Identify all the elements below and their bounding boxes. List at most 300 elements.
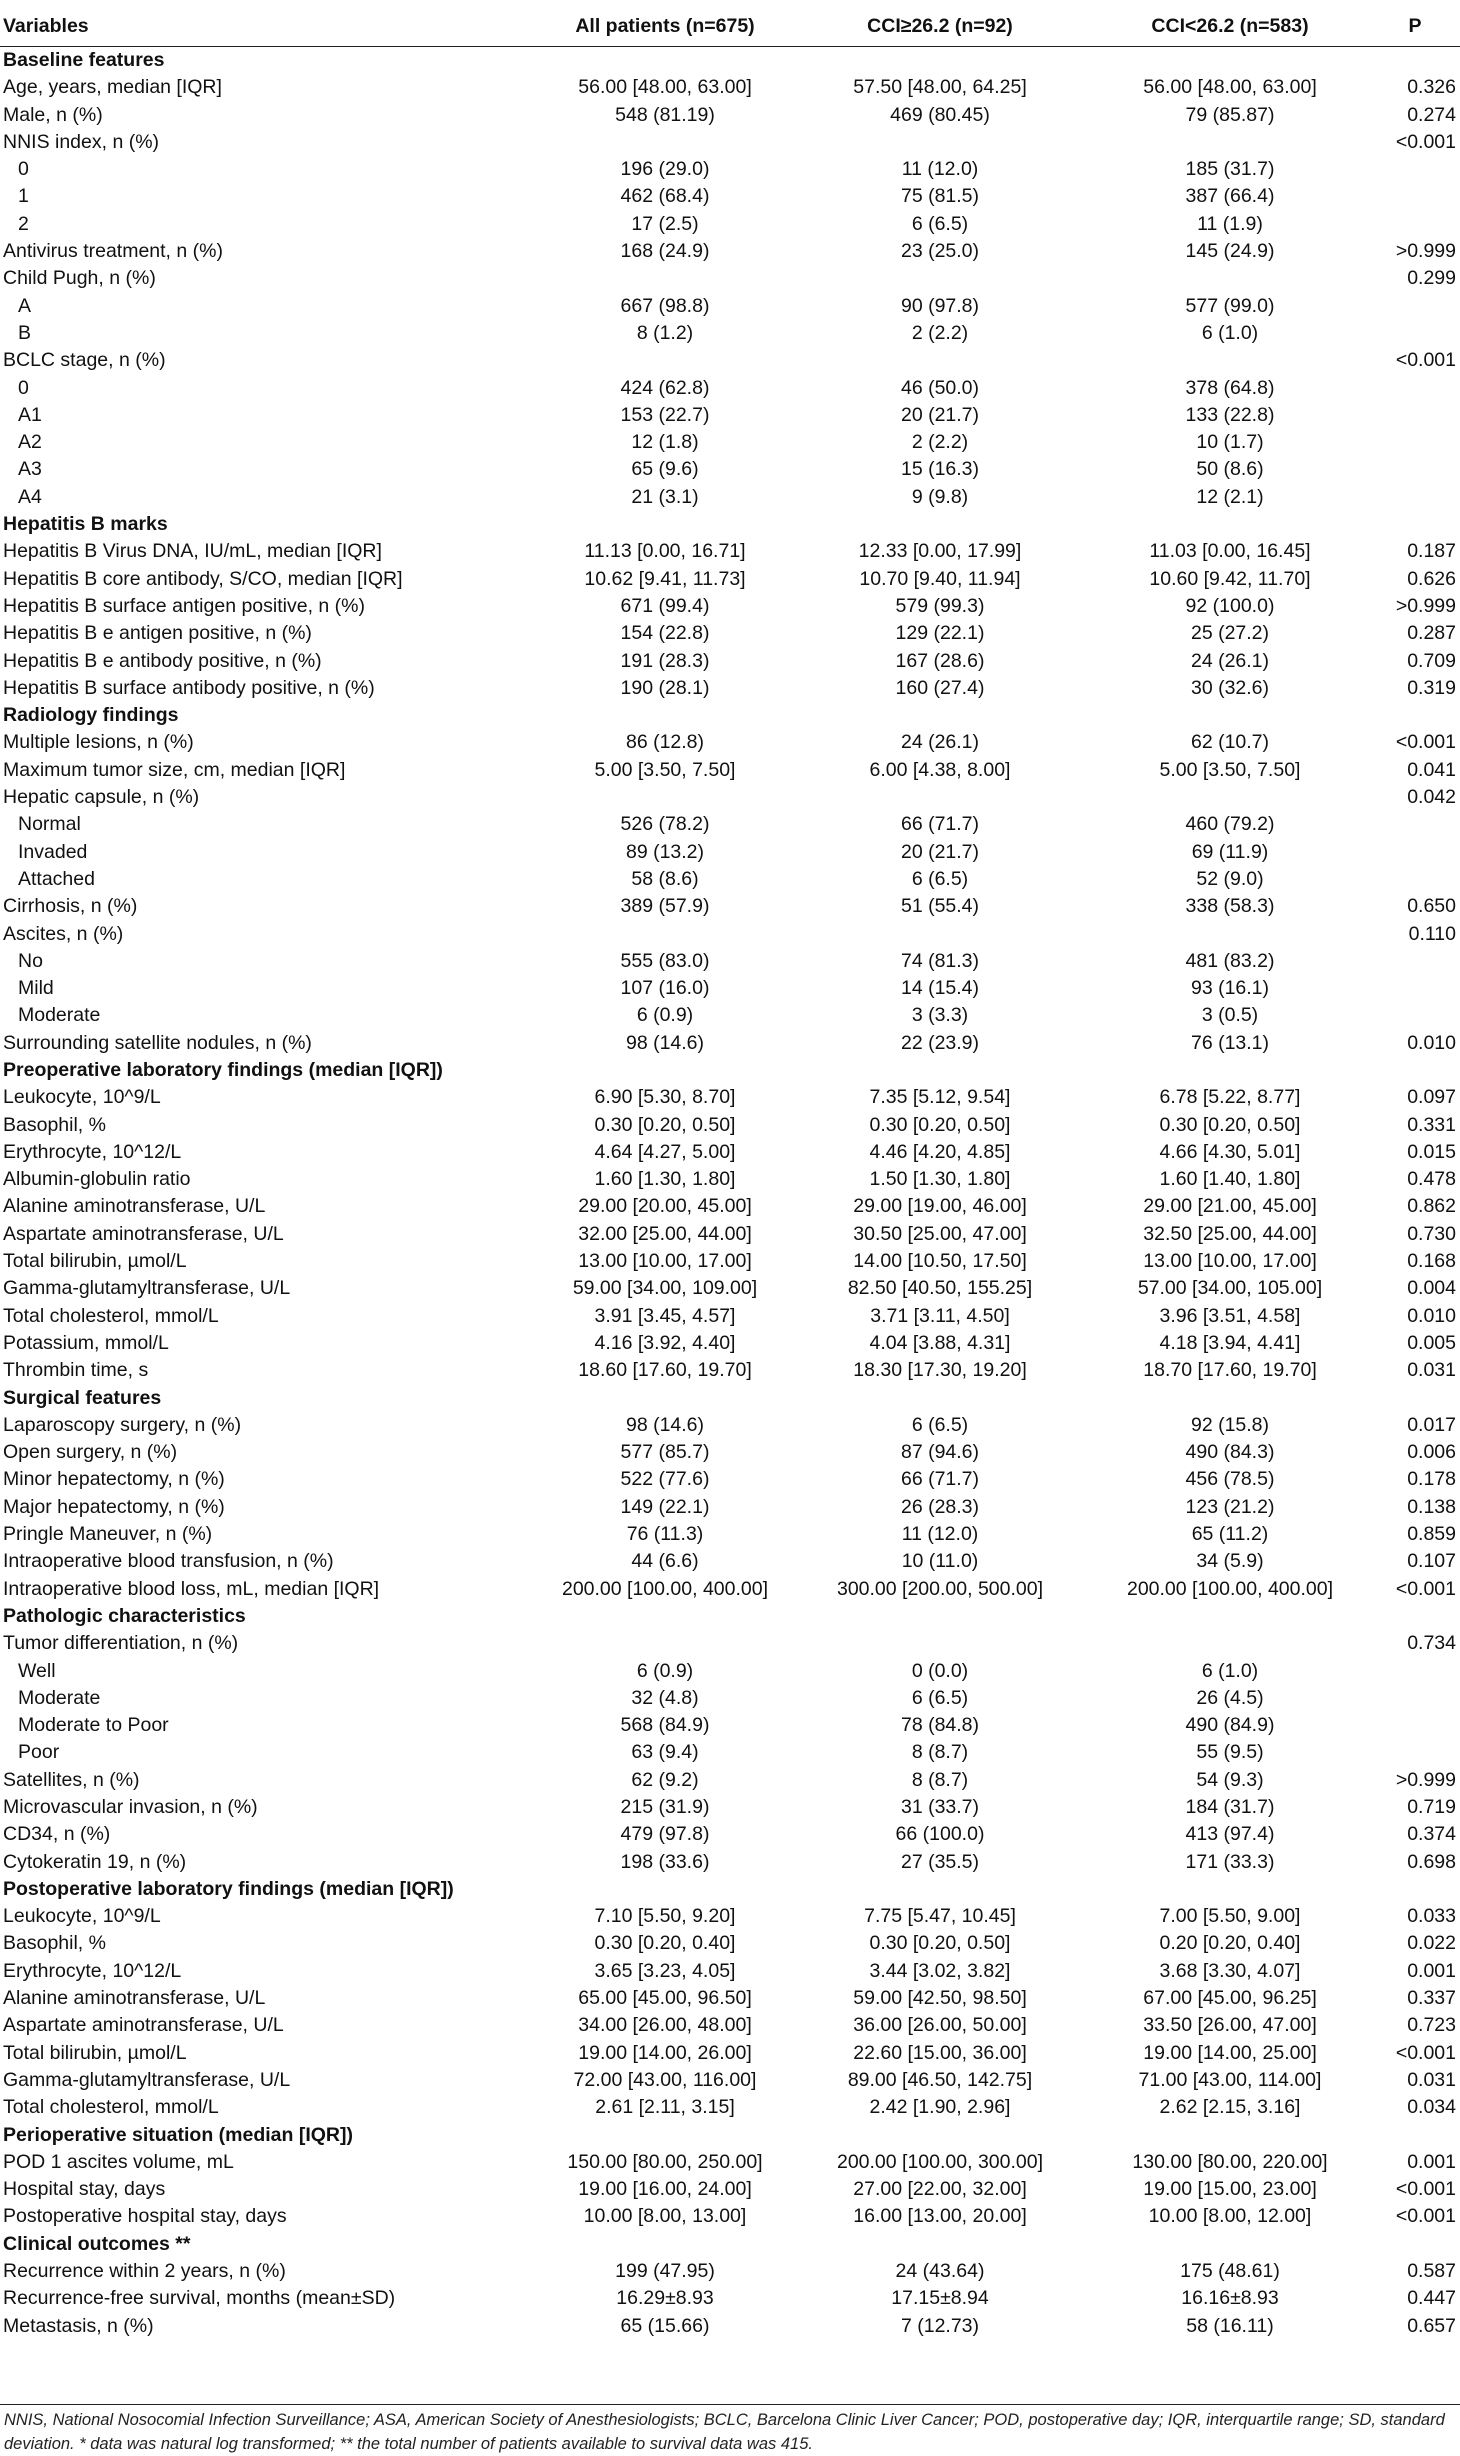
cci-low-cell: 4.18 [3.94, 4.41] <box>1159 1331 1301 1354</box>
table-row <box>0 1985 1460 2012</box>
section-header-row <box>0 1876 1460 1903</box>
cci-low-cell: 93 (16.1) <box>1190 977 1270 1000</box>
cci-low-cell <box>1090 921 1370 948</box>
table-row <box>0 1357 1460 1384</box>
p-value-cell: 0.110 <box>1408 922 1456 945</box>
cci-high-cell: 46 (50.0) <box>900 376 980 399</box>
cci-high-cell: 23 (25.0) <box>900 240 980 263</box>
variable-cell: Aspartate aminotransferase, U/L <box>3 2014 284 2037</box>
all-patients-cell: 3.65 [3.23, 4.05] <box>594 1959 736 1982</box>
table-row <box>0 183 1460 210</box>
cci-low-cell: 7.00 [5.50, 9.00] <box>1159 1905 1301 1928</box>
variable-cell: 0 <box>18 376 29 399</box>
variable-cell: Hepatitis B Virus DNA, IU/mL, median [IQR] <box>3 540 382 563</box>
p-value-cell: 0.319 <box>1407 676 1456 699</box>
all-patients-cell: 4.16 [3.92, 4.40] <box>594 1331 736 1354</box>
cci-low-cell: 185 (31.7) <box>1185 158 1275 181</box>
all-patients-cell: 149 (22.1) <box>620 1495 710 1518</box>
cci-high-cell: 0.30 [0.20, 0.50] <box>869 1113 1011 1136</box>
cci-high-cell: 75 (81.5) <box>900 185 980 208</box>
p-value-cell: <0.001 <box>1395 731 1456 754</box>
all-patients-cell: 191 (28.3) <box>620 649 710 672</box>
variable-cell: Minor hepatectomy, n (%) <box>3 1468 225 1491</box>
section-header-row <box>0 2231 1460 2258</box>
table-row <box>0 1084 1460 1111</box>
variable-cell: BCLC stage, n (%) <box>3 349 166 372</box>
variable-cell: A2 <box>18 431 42 454</box>
cci-low-cell: 10 (1.7) <box>1196 431 1264 454</box>
p-value-cell <box>1370 1739 1460 1766</box>
p-value-cell: 0.859 <box>1407 1523 1456 1546</box>
cci-low-cell: 12 (2.1) <box>1196 485 1264 508</box>
all-patients-cell: 98 (14.6) <box>625 1413 705 1436</box>
cci-low-cell: 69 (11.9) <box>1191 840 1269 863</box>
p-value-cell: 0.187 <box>1407 540 1456 563</box>
variable-cell: Surrounding satellite nodules, n (%) <box>3 1031 312 1054</box>
table-row <box>0 729 1460 756</box>
section-title: Hepatitis B marks <box>3 513 168 536</box>
variable-cell: Leukocyte, 10^9/L <box>3 1905 161 1928</box>
table-row <box>0 320 1460 347</box>
p-value-cell: 0.709 <box>1407 649 1456 672</box>
cci-high-cell: 59.00 [42.50, 98.50] <box>853 1987 1027 2010</box>
p-value-cell: >0.999 <box>1395 594 1456 617</box>
p-value-cell: 0.734 <box>1407 1632 1456 1655</box>
all-patients-cell: 32 (4.8) <box>631 1686 699 1709</box>
table-row <box>0 1412 1460 1439</box>
p-value-cell: 0.626 <box>1407 567 1456 590</box>
table-row <box>0 2094 1460 2121</box>
table-row <box>0 1849 1460 1876</box>
all-patients-cell: 29.00 [20.00, 45.00] <box>578 1195 752 1218</box>
cci-high-cell: 200.00 [100.00, 300.00] <box>836 2150 1044 2173</box>
header-cci-low: CCI<26.2 (n=583) <box>1090 6 1370 47</box>
p-value-cell: <0.001 <box>1395 349 1456 372</box>
all-patients-cell: 107 (16.0) <box>620 977 710 1000</box>
variable-cell: Leukocyte, 10^9/L <box>3 1086 161 1109</box>
table-row <box>0 1166 1460 1193</box>
cci-high-cell: 8 (8.7) <box>911 1741 969 1764</box>
p-value-cell: 0.374 <box>1407 1823 1456 1846</box>
cci-high-cell: 0.30 [0.20, 0.50] <box>869 1932 1011 1955</box>
cci-high-cell: 51 (55.4) <box>900 895 980 918</box>
cci-low-cell <box>1090 265 1370 292</box>
p-value-cell: 0.022 <box>1407 1932 1456 1955</box>
all-patients-cell: 0.30 [0.20, 0.50] <box>594 1113 736 1136</box>
table-row <box>0 74 1460 101</box>
cci-high-cell: 6 (6.5) <box>911 1413 969 1436</box>
variable-cell: 2 <box>18 212 29 235</box>
table-row <box>0 948 1460 975</box>
cci-low-cell: 6 (1.0) <box>1201 1659 1259 1682</box>
cci-high-cell: 167 (28.6) <box>895 649 985 672</box>
all-patients-cell: 3.91 [3.45, 4.57] <box>594 1304 736 1327</box>
cci-low-cell: 11.03 [0.00, 16.45] <box>1149 540 1311 563</box>
table-row <box>0 784 1460 811</box>
variable-cell: Well <box>18 1659 56 1682</box>
table-row <box>0 1466 1460 1493</box>
p-value-cell: 0.041 <box>1407 758 1456 781</box>
cci-low-cell: 19.00 [14.00, 25.00] <box>1143 2041 1317 2064</box>
cci-high-cell: 90 (97.8) <box>900 294 980 317</box>
all-patients-cell: 62 (9.2) <box>631 1768 699 1791</box>
cci-high-cell: 89.00 [46.50, 142.75] <box>847 2068 1033 2091</box>
table-row <box>0 1248 1460 1275</box>
all-patients-cell: 76 (11.3) <box>626 1523 704 1546</box>
table-row <box>0 1439 1460 1466</box>
all-patients-cell: 8 (1.2) <box>636 321 694 344</box>
table-row <box>0 1712 1460 1739</box>
table-row <box>0 265 1460 292</box>
cci-low-cell: 57.00 [34.00, 105.00] <box>1137 1277 1323 1300</box>
p-value-cell: 0.326 <box>1407 76 1456 99</box>
cci-high-cell: 15 (16.3) <box>900 458 980 481</box>
variable-cell: Ascites, n (%) <box>3 922 124 945</box>
table-row <box>0 211 1460 238</box>
variable-cell: Total cholesterol, mmol/L <box>3 2096 219 2119</box>
cci-high-cell: 17.15±8.94 <box>891 2287 989 2310</box>
p-value-cell: 0.006 <box>1407 1441 1456 1464</box>
table-row <box>0 1112 1460 1139</box>
all-patients-cell: 190 (28.1) <box>620 676 710 699</box>
table-row <box>0 1821 1460 1848</box>
variable-cell: A3 <box>18 458 42 481</box>
table-row <box>0 538 1460 565</box>
cci-low-cell: 76 (13.1) <box>1190 1031 1270 1054</box>
p-value-cell: 0.650 <box>1407 895 1456 918</box>
variable-cell: Antivirus treatment, n (%) <box>3 240 223 263</box>
header-cci-high: CCI≥26.2 (n=92) <box>790 6 1090 47</box>
cci-low-cell: 33.50 [26.00, 47.00] <box>1143 2014 1317 2037</box>
all-patients-cell: 12 (1.8) <box>631 431 699 454</box>
cci-high-cell: 7.75 [5.47, 10.45] <box>864 1905 1016 1928</box>
cci-low-cell: 3.96 [3.51, 4.58] <box>1159 1304 1301 1327</box>
cci-low-cell: 24 (26.1) <box>1190 649 1270 672</box>
table-row <box>0 593 1460 620</box>
variable-cell: Male, n (%) <box>3 103 103 126</box>
table-row <box>0 402 1460 429</box>
cci-high-cell: 6 (6.5) <box>911 1686 969 1709</box>
cci-low-cell: 58 (16.11) <box>1186 2314 1274 2337</box>
variable-cell: Total bilirubin, µmol/L <box>3 2041 187 2064</box>
p-value-cell: 0.274 <box>1407 103 1456 126</box>
table-row <box>0 102 1460 129</box>
cci-high-cell: 160 (27.4) <box>895 676 985 699</box>
all-patients-cell: 215 (31.9) <box>620 1796 710 1818</box>
variable-cell: Basophil, % <box>3 1932 106 1955</box>
table-row <box>0 1030 1460 1057</box>
cci-low-cell: 92 (15.8) <box>1190 1413 1270 1436</box>
p-value-cell: 0.657 <box>1407 2314 1456 2337</box>
variable-cell: Mild <box>18 977 54 1000</box>
cci-low-cell: 6.78 [5.22, 8.77] <box>1159 1086 1301 1109</box>
p-value-cell: 0.033 <box>1407 1905 1456 1928</box>
variable-cell: Maximum tumor size, cm, median [IQR] <box>3 758 346 781</box>
variable-cell: Tumor differentiation, n (%) <box>3 1632 239 1655</box>
p-value-cell: 0.447 <box>1407 2287 1456 2310</box>
p-value-cell: >0.999 <box>1395 1768 1456 1791</box>
cci-low-cell: 456 (78.5) <box>1185 1468 1275 1491</box>
all-patients-cell: 462 (68.4) <box>620 185 710 208</box>
cci-high-cell: 87 (94.6) <box>900 1441 980 1464</box>
all-patients-cell <box>540 265 790 292</box>
footnote-divider <box>0 2404 1460 2405</box>
p-value-cell <box>1370 1712 1460 1739</box>
table-row <box>0 2040 1460 2067</box>
variable-cell: Total bilirubin, µmol/L <box>3 1250 187 1273</box>
p-value-cell <box>1370 1685 1460 1712</box>
p-value-cell: 0.299 <box>1407 267 1456 290</box>
cci-high-cell: 11 (12.0) <box>901 158 979 181</box>
all-patients-cell: 19.00 [16.00, 24.00] <box>578 2178 752 2201</box>
cci-high-cell <box>790 1630 1090 1657</box>
cci-high-cell: 20 (21.7) <box>900 840 980 863</box>
all-patients-cell: 548 (81.19) <box>615 103 715 126</box>
table-row <box>0 839 1460 866</box>
p-value-cell: 0.138 <box>1407 1495 1456 1518</box>
cci-high-cell: 26 (28.3) <box>900 1495 980 1518</box>
cci-high-cell: 22.60 [15.00, 36.00] <box>853 2041 1027 2064</box>
p-value-cell: 0.168 <box>1407 1250 1456 1273</box>
table-row <box>0 2313 1460 2340</box>
table-row <box>0 648 1460 675</box>
variable-cell: Erythrocyte, 10^12/L <box>3 1140 182 1163</box>
table-row <box>0 566 1460 593</box>
p-value-cell <box>1370 293 1460 320</box>
cci-low-cell: 387 (66.4) <box>1185 185 1275 208</box>
variable-cell: Postoperative hospital stay, days <box>3 2205 287 2228</box>
cci-high-cell: 27.00 [22.00, 32.00] <box>853 2178 1027 2201</box>
section-header-row <box>0 2122 1460 2149</box>
all-patients-cell: 198 (33.6) <box>620 1850 710 1873</box>
header-all-patients: All patients (n=675) <box>540 6 790 47</box>
cci-low-cell <box>1090 784 1370 811</box>
section-header-row <box>0 702 1460 729</box>
cci-high-cell: 4.04 [3.88, 4.31] <box>869 1331 1011 1354</box>
cci-high-cell: 66 (71.7) <box>900 1468 980 1491</box>
cci-low-cell: 175 (48.61) <box>1180 2260 1280 2283</box>
all-patients-cell: 21 (3.1) <box>631 485 699 508</box>
table-row <box>0 1794 1460 1821</box>
table-row <box>0 2203 1460 2230</box>
variable-cell: Aspartate aminotransferase, U/L <box>3 1222 284 1245</box>
all-patients-cell: 65 (15.66) <box>620 2314 710 2337</box>
variable-cell: Open surgery, n (%) <box>3 1441 178 1464</box>
cci-low-cell: 50 (8.6) <box>1196 458 1264 481</box>
cci-high-cell: 3 (3.3) <box>911 1004 969 1027</box>
table-row <box>0 757 1460 784</box>
cci-low-cell: 184 (31.7) <box>1185 1796 1275 1818</box>
table-row <box>0 1548 1460 1575</box>
all-patients-cell: 168 (24.9) <box>620 240 710 263</box>
cci-high-cell: 14.00 [10.50, 17.50] <box>853 1250 1027 1273</box>
cci-high-cell: 6 (6.5) <box>911 212 969 235</box>
section-title: Radiology findings <box>3 704 179 727</box>
variable-cell: Hepatitis B surface antibody positive, n (%) <box>3 676 375 699</box>
cci-high-cell: 8 (8.7) <box>911 1768 969 1791</box>
cci-low-cell: 29.00 [21.00, 45.00] <box>1143 1195 1317 1218</box>
table-row <box>0 1139 1460 1166</box>
section-title: Baseline features <box>3 49 165 71</box>
all-patients-cell: 568 (84.9) <box>620 1714 710 1737</box>
all-patients-cell: 17 (2.5) <box>631 212 699 235</box>
all-patients-cell: 89 (13.2) <box>625 840 705 863</box>
table-row <box>0 675 1460 702</box>
p-value-cell: 0.287 <box>1407 622 1456 645</box>
all-patients-cell: 154 (22.8) <box>620 622 710 645</box>
all-patients-cell: 424 (62.8) <box>620 376 710 399</box>
variable-cell: Invaded <box>18 840 88 863</box>
p-value-cell: 0.862 <box>1407 1195 1456 1218</box>
cci-high-cell: 78 (84.8) <box>900 1714 980 1737</box>
cci-high-cell: 3.44 [3.02, 3.82] <box>869 1959 1011 1982</box>
cci-high-cell: 27 (35.5) <box>900 1850 980 1873</box>
table-row <box>0 1930 1460 1957</box>
cci-low-cell: 6 (1.0) <box>1201 321 1259 344</box>
all-patients-cell: 7.10 [5.50, 9.20] <box>594 1905 736 1928</box>
p-value-cell: 0.723 <box>1407 2014 1456 2037</box>
variable-cell: Pringle Maneuver, n (%) <box>3 1523 213 1546</box>
all-patients-cell: 5.00 [3.50, 7.50] <box>594 758 736 781</box>
cci-low-cell <box>1090 129 1370 156</box>
p-value-cell: 0.001 <box>1407 2150 1456 2173</box>
cci-high-cell: 29.00 [19.00, 46.00] <box>853 1195 1027 1218</box>
all-patients-cell: 65.00 [45.00, 96.50] <box>578 1987 752 2010</box>
all-patients-cell: 98 (14.6) <box>625 1031 705 1054</box>
section-title: Perioperative situation (median [IQR]) <box>3 2123 353 2146</box>
p-value-cell <box>1370 375 1460 402</box>
cci-low-cell: 3 (0.5) <box>1201 1004 1259 1027</box>
cci-high-cell: 7 (12.73) <box>900 2314 980 2337</box>
variable-cell: Attached <box>18 867 95 890</box>
cci-low-cell: 577 (99.0) <box>1185 294 1275 317</box>
variable-cell: Satellites, n (%) <box>3 1768 140 1791</box>
cci-low-cell: 62 (10.7) <box>1190 731 1270 754</box>
cci-high-cell: 2 (2.2) <box>911 321 969 344</box>
cci-high-cell <box>790 129 1090 156</box>
cci-high-cell: 24 (43.64) <box>895 2260 985 2283</box>
variable-cell: Multiple lesions, n (%) <box>3 731 194 754</box>
table-row <box>0 866 1460 893</box>
cci-high-cell <box>790 265 1090 292</box>
all-patients-cell: 153 (22.7) <box>620 403 710 426</box>
cci-low-cell: 3.68 [3.30, 4.07] <box>1159 1959 1301 1982</box>
cci-low-cell: 25 (27.2) <box>1190 622 1270 645</box>
table-row <box>0 293 1460 320</box>
cci-high-cell: 0 (0.0) <box>911 1659 969 1682</box>
p-value-cell: 0.042 <box>1407 786 1456 809</box>
cci-low-cell: 460 (79.2) <box>1185 813 1275 836</box>
table-row <box>0 484 1460 511</box>
all-patients-cell: 10.00 [8.00, 13.00] <box>583 2205 747 2228</box>
all-patients-cell: 19.00 [14.00, 26.00] <box>578 2041 752 2064</box>
table-row <box>0 238 1460 265</box>
table-row <box>0 2149 1460 2176</box>
cci-low-cell: 10.00 [8.00, 12.00] <box>1148 2205 1312 2228</box>
cci-low-cell: 0.20 [0.20, 0.40] <box>1159 1932 1301 1955</box>
cci-high-cell: 2.42 [1.90, 2.96] <box>869 2096 1011 2119</box>
table-row <box>0 429 1460 456</box>
cci-low-cell: 2.62 [2.15, 3.16] <box>1159 2096 1301 2119</box>
cci-low-cell: 71.00 [43.00, 114.00] <box>1138 2068 1322 2091</box>
cci-high-cell: 36.00 [26.00, 50.00] <box>853 2014 1027 2037</box>
variable-cell: Hepatitis B surface antigen positive, n (%) <box>3 594 366 617</box>
table-row <box>0 1193 1460 1220</box>
section-title: Postoperative laboratory findings (median [IQR]) <box>3 1877 454 1900</box>
table-row <box>0 1303 1460 1330</box>
all-patients-cell: 199 (47.95) <box>615 2260 715 2283</box>
p-value-cell <box>1370 211 1460 238</box>
p-value-cell <box>1370 866 1460 893</box>
cci-low-cell: 56.00 [48.00, 63.00] <box>1143 76 1317 99</box>
all-patients-cell: 4.64 [4.27, 5.00] <box>594 1140 736 1163</box>
variable-cell: A1 <box>18 403 42 426</box>
cci-high-cell: 3.71 [3.11, 4.50] <box>870 1304 1010 1327</box>
variable-cell: CD34, n (%) <box>3 1823 111 1846</box>
variable-cell: Hepatitis B e antibody positive, n (%) <box>3 649 322 672</box>
variable-cell: A <box>18 294 32 317</box>
cci-high-cell: 11 (12.0) <box>901 1523 979 1546</box>
table-row <box>0 2258 1460 2285</box>
p-value-cell <box>1370 402 1460 429</box>
cci-low-cell: 52 (9.0) <box>1196 867 1264 890</box>
p-value-cell: >0.999 <box>1395 240 1456 263</box>
p-value-cell: 0.015 <box>1407 1140 1456 1163</box>
cci-high-cell <box>790 347 1090 374</box>
variable-cell: Child Pugh, n (%) <box>3 267 156 290</box>
all-patients-cell: 11.13 [0.00, 16.71] <box>584 540 746 563</box>
all-patients-cell: 2.61 [2.11, 3.15] <box>595 2096 735 2119</box>
p-value-cell: 0.017 <box>1407 1413 1456 1436</box>
p-value-cell: 0.010 <box>1407 1031 1456 1054</box>
variable-cell: Potassium, mmol/L <box>3 1331 169 1354</box>
all-patients-cell: 16.29±8.93 <box>616 2287 714 2310</box>
cci-low-cell: 200.00 [100.00, 400.00] <box>1126 1577 1334 1600</box>
section-header-row <box>0 1385 1460 1412</box>
p-value-cell <box>1370 320 1460 347</box>
variable-cell: Hepatitis B e antigen positive, n (%) <box>3 622 312 645</box>
all-patients-cell <box>540 1630 790 1657</box>
p-value-cell: 0.001 <box>1407 1959 1456 1982</box>
cci-high-cell <box>790 921 1090 948</box>
all-patients-cell: 667 (98.8) <box>620 294 710 317</box>
p-value-cell: 0.031 <box>1407 1359 1456 1382</box>
cci-low-cell: 1.60 [1.40, 1.80] <box>1159 1168 1301 1191</box>
variable-cell: Hepatic capsule, n (%) <box>3 786 200 809</box>
variable-cell: 1 <box>18 185 29 208</box>
table-row <box>0 1002 1460 1029</box>
variable-cell: Cytokeratin 19, n (%) <box>3 1850 187 1873</box>
cci-low-cell: 133 (22.8) <box>1185 403 1275 426</box>
section-header-row <box>0 1057 1460 1084</box>
variable-cell: Recurrence-free survival, months (mean±SD) <box>3 2287 396 2310</box>
p-value-cell: 0.034 <box>1407 2096 1456 2119</box>
table-row <box>0 2067 1460 2094</box>
variable-cell: Laparoscopy surgery, n (%) <box>3 1413 242 1436</box>
cci-high-cell: 12.33 [0.00, 17.99] <box>858 540 1022 563</box>
cci-high-cell: 1.50 [1.30, 1.80] <box>869 1168 1011 1191</box>
cci-high-cell: 24 (26.1) <box>900 731 980 754</box>
variable-cell: Hepatitis B core antibody, S/CO, median [IQR] <box>3 567 403 590</box>
variable-cell: Alanine aminotransferase, U/L <box>3 1195 266 1218</box>
p-value-cell: <0.001 <box>1395 2041 1456 2064</box>
table-header-row <box>0 6 1460 47</box>
table-row <box>0 1685 1460 1712</box>
cci-high-cell: 82.50 [40.50, 155.25] <box>847 1277 1033 1300</box>
cci-high-cell: 57.50 [48.00, 64.25] <box>853 76 1027 99</box>
table-row <box>0 921 1460 948</box>
all-patients-cell: 200.00 [100.00, 400.00] <box>561 1577 769 1600</box>
